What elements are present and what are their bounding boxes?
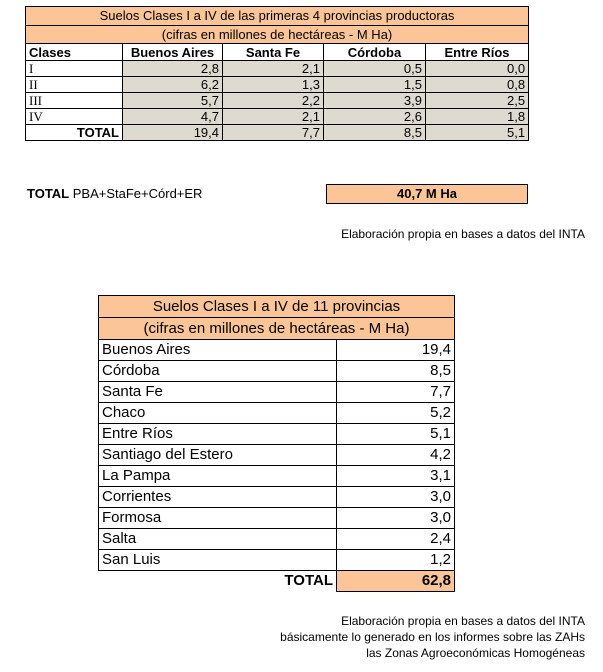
table-row bbox=[99, 508, 455, 529]
total-value: 8,5 bbox=[324, 125, 426, 141]
table-row bbox=[99, 403, 455, 424]
total-label: TOTAL bbox=[26, 125, 123, 141]
table-row bbox=[26, 109, 529, 125]
total-value: 19,4 bbox=[123, 125, 223, 141]
province-value: 4,2 bbox=[337, 445, 455, 466]
source-note: Elaboración propia en bases a datos del INTA bbox=[341, 227, 585, 241]
col-header-entre-rios: Entre Ríos bbox=[426, 44, 529, 61]
province-value: 3,1 bbox=[337, 466, 455, 487]
summary-total-rest: PBA+StaFe+Córd+ER bbox=[69, 186, 203, 201]
row-label: IV bbox=[26, 109, 123, 125]
cell-value: 1,8 bbox=[426, 109, 529, 125]
cell-value: 2,1 bbox=[223, 109, 324, 125]
province-value: 3,0 bbox=[337, 487, 455, 508]
province-name: Buenos Aires bbox=[99, 340, 337, 361]
table-row bbox=[99, 361, 455, 382]
table-row bbox=[99, 445, 455, 466]
note-line: las Zonas Agroeconómicas Homogéneas bbox=[366, 646, 585, 660]
cell-value: 2,2 bbox=[223, 93, 324, 109]
province-value: 2,4 bbox=[337, 529, 455, 550]
province-value: 8,5 bbox=[337, 361, 455, 382]
total-value: 7,7 bbox=[223, 125, 324, 141]
cell-value: 2,1 bbox=[223, 61, 324, 77]
province-name: Córdoba bbox=[99, 361, 337, 382]
table-total-row bbox=[26, 125, 529, 141]
summary-total-bold: TOTAL bbox=[27, 186, 70, 201]
eleven-provinces-table bbox=[98, 295, 455, 592]
table-row bbox=[99, 340, 455, 361]
cell-value: 0,0 bbox=[426, 61, 529, 77]
footer-notes bbox=[280, 613, 585, 661]
note-line: Elaboración propia en bases a datos del INTA bbox=[341, 614, 585, 628]
province-name: Corrientes bbox=[99, 487, 337, 508]
note-line: básicamente lo generado en los informes sobre las ZAHs bbox=[280, 630, 585, 644]
table1-title: Suelos Clases I a IV de las primeras 4 provincias productoras bbox=[26, 7, 529, 26]
table-row bbox=[99, 424, 455, 445]
province-name: Formosa bbox=[99, 508, 337, 529]
province-value: 5,1 bbox=[337, 424, 455, 445]
province-name: Chaco bbox=[99, 403, 337, 424]
cell-value: 5,7 bbox=[123, 93, 223, 109]
province-name: Santa Fe bbox=[99, 382, 337, 403]
province-name: Salta bbox=[99, 529, 337, 550]
cell-value: 1,5 bbox=[324, 77, 426, 93]
total-value: 5,1 bbox=[426, 125, 529, 141]
cell-value: 0,8 bbox=[426, 77, 529, 93]
province-value: 3,0 bbox=[337, 508, 455, 529]
province-name: San Luis bbox=[99, 550, 337, 571]
province-name: La Pampa bbox=[99, 466, 337, 487]
table-row bbox=[26, 61, 529, 77]
province-value: 5,2 bbox=[337, 403, 455, 424]
top-four-provinces-table bbox=[25, 6, 529, 141]
table-row bbox=[26, 77, 529, 93]
col-header-buenos-aires: Buenos Aires bbox=[123, 44, 223, 61]
table-row bbox=[99, 466, 455, 487]
cell-value: 4,7 bbox=[123, 109, 223, 125]
summary-total-label bbox=[27, 186, 202, 201]
col-header-cordoba: Córdoba bbox=[324, 44, 426, 61]
province-value: 19,4 bbox=[337, 340, 455, 361]
total-value: 62,8 bbox=[337, 571, 455, 592]
table-total-row bbox=[99, 571, 455, 592]
table2-title: Suelos Clases I a IV de 11 provincias bbox=[99, 296, 455, 318]
row-label: III bbox=[26, 93, 123, 109]
table-row bbox=[99, 487, 455, 508]
cell-value: 2,5 bbox=[426, 93, 529, 109]
province-value: 1,2 bbox=[337, 550, 455, 571]
row-label: I bbox=[26, 61, 123, 77]
province-name: Entre Ríos bbox=[99, 424, 337, 445]
summary-total-value: 40,7 M Ha bbox=[326, 184, 528, 204]
col-header-clases: Clases bbox=[26, 44, 123, 61]
table-row bbox=[26, 93, 529, 109]
cell-value: 1,3 bbox=[223, 77, 324, 93]
total-label: TOTAL bbox=[284, 572, 333, 590]
table-row bbox=[99, 529, 455, 550]
cell-value: 2,6 bbox=[324, 109, 426, 125]
col-header-santa-fe: Santa Fe bbox=[223, 44, 324, 61]
cell-value: 6,2 bbox=[123, 77, 223, 93]
table2-subtitle: (cifras en millones de hectáreas - M Ha) bbox=[99, 318, 455, 340]
row-label: II bbox=[26, 77, 123, 93]
table-row bbox=[99, 550, 455, 571]
cell-value: 0,5 bbox=[324, 61, 426, 77]
province-name: Santiago del Estero bbox=[99, 445, 337, 466]
table1-subtitle: (cifras en millones de hectáreas - M Ha) bbox=[26, 26, 529, 44]
table-row bbox=[99, 382, 455, 403]
cell-value: 3,9 bbox=[324, 93, 426, 109]
province-value: 7,7 bbox=[337, 382, 455, 403]
cell-value: 2,8 bbox=[123, 61, 223, 77]
